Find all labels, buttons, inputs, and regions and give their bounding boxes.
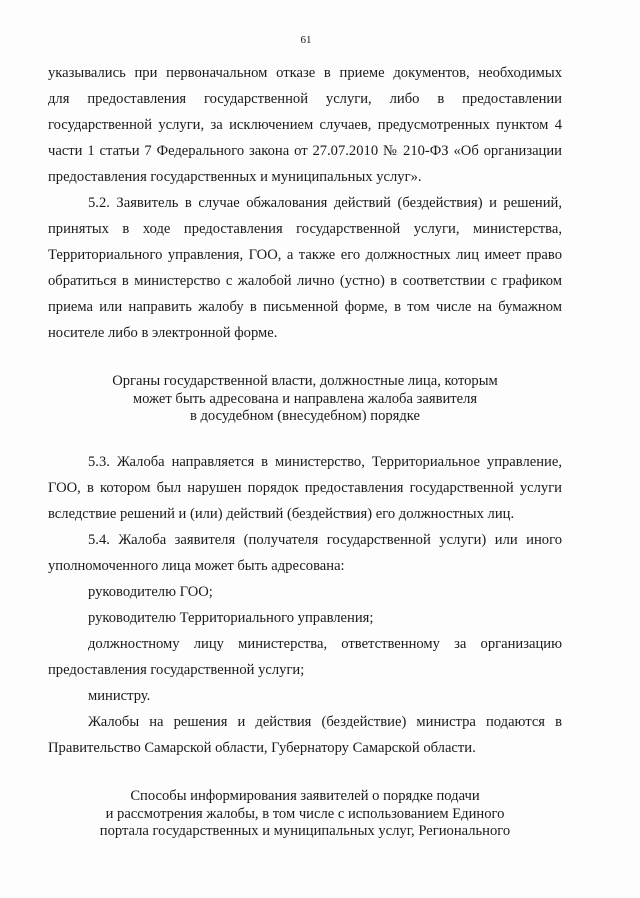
heading-line: Органы государственной власти, должностные лица, которым	[112, 373, 498, 389]
text-line: руководителю ГОО;	[88, 584, 213, 600]
section-heading	[48, 373, 562, 426]
heading-line: может быть адресована и направлена жалоба заявителя	[132, 390, 478, 407]
paragraph-5-2	[48, 190, 562, 346]
text-line: 5.2. Заявитель в случае обжалования действий (бездействия) и решений,	[88, 195, 562, 211]
text-line: уполномоченного лица может быть адресована:	[48, 558, 345, 574]
text-line: Правительство Самарской области, Губернатору Самарской области.	[48, 740, 476, 756]
text-line: ГОО, в котором был нарушен порядок предоставления государственной услуги	[48, 480, 562, 496]
text-line: Территориального управления, ГОО, а также его должностных лиц имеет право	[48, 247, 562, 263]
paragraph-complaints-minister	[48, 709, 562, 761]
text-line: приема или направить жалобу в письменной форме, в том числе на бумажном	[48, 299, 562, 315]
list-item	[48, 605, 562, 631]
text-line: должностному лицу министерства, ответственному за организацию	[88, 636, 562, 652]
text-line: Жалобы на решения и действия (бездействие) министра подаются в	[88, 714, 562, 730]
text-line: руководителю Территориального управления;	[88, 610, 374, 626]
heading-line: портала государственных и муниципальных услуг, Регионального	[99, 823, 511, 839]
list-item	[48, 579, 562, 605]
text-line: вследствие решений и (или) действий (бездействия) его должностных лиц.	[48, 506, 515, 522]
heading-line: Способы информирования заявителей о порядке подачи	[130, 788, 480, 804]
paragraph-5-3	[48, 449, 562, 527]
text-line: носителе либо в электронной форме.	[48, 325, 278, 341]
text-line: министру.	[88, 688, 151, 704]
text-line: государственной услуги, за исключением случаев, предусмотренных пунктом 4	[48, 117, 562, 133]
text-line: части 1 статьи 7 Федерального закона от 27.07.2010 № 210-ФЗ «Об организации	[48, 143, 562, 159]
list-item	[48, 631, 562, 683]
text-line: 5.3. Жалоба направляется в министерство, Территориальное управление,	[88, 454, 562, 470]
list-item	[48, 683, 562, 709]
heading-line: и рассмотрения жалобы, в том числе с использованием Единого	[105, 805, 505, 822]
text-line: предоставления государственной услуги;	[48, 662, 305, 678]
text-line: принятых в ходе предоставления государственной услуги, министерства,	[48, 221, 562, 237]
text-line: предоставления государственных и муниципальных услуг».	[48, 169, 422, 185]
text-line: указывались при первоначальном отказе в приеме документов, необходимых	[48, 65, 562, 81]
page-number: 61	[300, 34, 312, 46]
paragraph-continuation	[48, 60, 562, 190]
text-line: обратиться в министерство с жалобой лично (устно) в соответствии с графиком	[48, 273, 562, 289]
section-heading	[48, 788, 562, 841]
heading-line: в досудебном (внесудебном) порядке	[189, 408, 421, 424]
text-line: 5.4. Жалоба заявителя (получателя государственной услуги) или иного	[88, 532, 562, 548]
paragraph-5-4	[48, 527, 562, 579]
text-line: для предоставления государственной услуги, либо в предоставлении	[48, 91, 562, 107]
